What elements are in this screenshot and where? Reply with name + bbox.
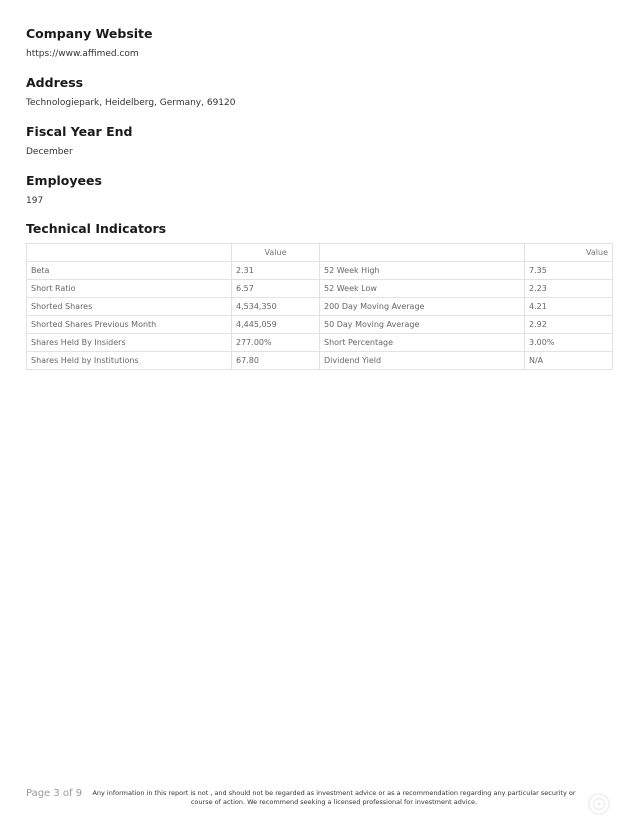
table-cell: Dividend Yield: [320, 352, 525, 370]
table-row: [27, 262, 613, 280]
fiscal-year-end-section: [26, 124, 132, 158]
table-cell: 2.23: [525, 280, 613, 298]
technical-indicators-section: [26, 221, 166, 237]
table-cell: 50 Day Moving Average: [320, 316, 525, 334]
column-header-value-1: Value: [232, 244, 320, 262]
table-cell: N/A: [525, 352, 613, 370]
fiscal-year-end-value: December: [26, 147, 73, 157]
table-row: [27, 334, 613, 352]
table-cell: Shares Held by Institutions: [27, 352, 232, 370]
table-cell: Short Ratio: [27, 280, 232, 298]
page-number: Page 3 of 9: [26, 788, 83, 799]
company-website-heading: Company Website: [26, 26, 153, 41]
employees-section: [26, 173, 102, 207]
technical-indicators-heading: Technical Indicators: [26, 221, 167, 236]
table-row: [27, 280, 613, 298]
address-value: Technologiepark, Heidelberg, Germany, 69120: [26, 98, 236, 108]
disclaimer-text: Any information in this report is not , and should not be regarded as investment advice or as a recommendation regarding any particular security or course of action. We recommend seeking a licensed professional for investment advice.: [92, 789, 576, 806]
watermark-logo-icon: [588, 793, 610, 815]
company-website-section: [26, 26, 153, 60]
company-website-value: https://www.affimed.com: [26, 49, 139, 59]
address-heading: Address: [26, 75, 84, 90]
table-cell: Beta: [27, 262, 232, 280]
table-cell: 277.00%: [232, 334, 320, 352]
table-cell: 3.00%: [525, 334, 613, 352]
column-header-metric-2: [320, 244, 525, 262]
column-header-metric-1: [27, 244, 232, 262]
table-cell: Short Percentage: [320, 334, 525, 352]
table-cell: 67.80: [232, 352, 320, 370]
fiscal-year-end-heading: Fiscal Year End: [26, 124, 133, 139]
table-cell: 4,445,059: [232, 316, 320, 334]
table-cell: 4,534,350: [232, 298, 320, 316]
table-row: [27, 316, 613, 334]
table-row: [27, 298, 613, 316]
table-cell: 2.92: [525, 316, 613, 334]
address-section: [26, 75, 236, 109]
table-cell: Shares Held By Insiders: [27, 334, 232, 352]
table-cell: 2.31: [232, 262, 320, 280]
table-cell: 6.57: [232, 280, 320, 298]
table-cell: 7.35: [525, 262, 613, 280]
table-cell: Shorted Shares Previous Month: [27, 316, 232, 334]
table-cell: 52 Week Low: [320, 280, 525, 298]
table-cell: 52 Week High: [320, 262, 525, 280]
table-cell: 4.21: [525, 298, 613, 316]
technical-indicators-table: [26, 243, 613, 370]
employees-value: 197: [26, 196, 44, 206]
table-header-row: [27, 244, 613, 262]
table-row: [27, 352, 613, 370]
employees-heading: Employees: [26, 173, 102, 188]
table-cell: Shorted Shares: [27, 298, 232, 316]
column-header-value-2: Value: [525, 244, 613, 262]
table-cell: 200 Day Moving Average: [320, 298, 525, 316]
